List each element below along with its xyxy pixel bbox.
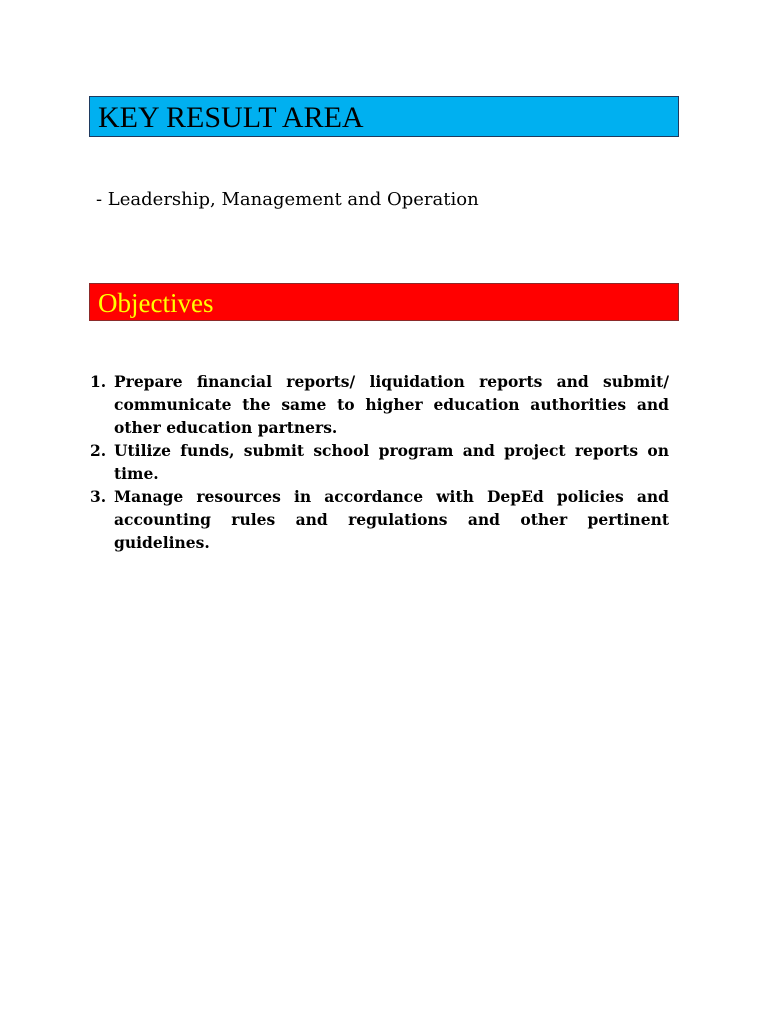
objective-text: Utilize funds, submit school program and project reports on time. (114, 441, 669, 483)
objective-text: Prepare financial reports/ liquidation reports and submit/ communicate the same to higher education authorities and other education partners. (114, 372, 669, 437)
objective-item (90, 370, 669, 439)
objectives-list (90, 370, 669, 554)
key-result-area-value: - Leadership, Management and Operation (96, 189, 479, 210)
objectives-banner (89, 283, 679, 321)
objectives-title: Objectives (98, 288, 214, 318)
objective-number: 2. (90, 441, 107, 460)
objective-text: Manage resources in accordance with DepEd policies and accounting rules and regulations and other pertinent guidelines. (114, 487, 669, 552)
objective-item (90, 439, 669, 485)
objective-number: 3. (90, 487, 107, 506)
objective-number: 1. (90, 372, 107, 391)
key-result-area-title: KEY RESULT AREA (98, 101, 364, 134)
key-result-area-banner (89, 96, 679, 137)
objective-item (90, 485, 669, 554)
